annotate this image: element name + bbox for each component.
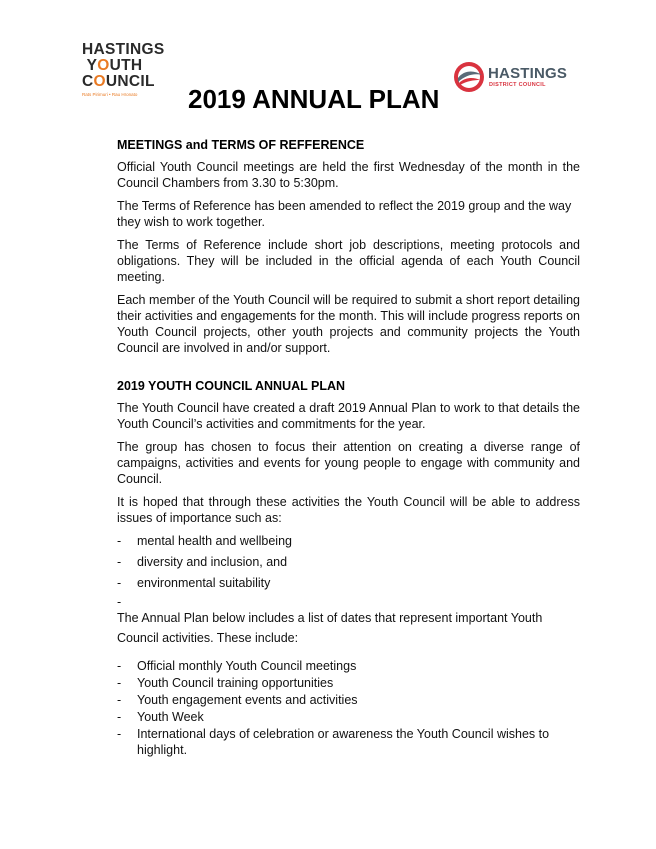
paragraph: The Terms of Reference has been amended to reflect the 2019 group and the way they wish to work together. <box>117 199 572 229</box>
stray-dash: - <box>117 595 122 609</box>
section-heading-meetings: MEETINGS and TERMS OF REFFERENCE <box>117 138 365 152</box>
issues-list <box>117 533 580 591</box>
document-title: 2019 ANNUAL PLAN <box>188 84 440 114</box>
logo-tagline: Rats Pirimuri • Rau Hronato <box>82 92 138 97</box>
paragraph: Official Youth Council meetings are held the first Wednesday of the month in the Council Chambers from 3.30 to 5:30pm. <box>117 160 580 190</box>
hastings-district-council-logo <box>452 60 582 94</box>
paragraph: The Youth Council have created a draft 2019 Annual Plan to work to that details the Youth Council’s activities and commitments for the year. <box>117 401 580 431</box>
list-item: - Youth engagement events and activities <box>117 692 580 708</box>
hastings-emblem-icon <box>452 60 486 94</box>
logo-line-3: COUNCIL <box>82 73 155 90</box>
list-item: - Youth Week <box>117 709 580 725</box>
list-item: - Youth Council training opportunities <box>117 675 580 691</box>
list-item: - environmental suitability <box>117 575 580 591</box>
document-body <box>117 138 580 759</box>
logo-line-1: HASTINGS <box>82 41 165 58</box>
section-heading-annual-plan: 2019 YOUTH COUNCIL ANNUAL PLAN <box>117 379 346 393</box>
list-item: - diversity and inclusion, and <box>117 554 580 570</box>
hdc-name: HASTINGS <box>488 65 568 82</box>
list-item: - Official monthly Youth Council meetings <box>117 658 580 674</box>
paragraph: Each member of the Youth Council will be required to submit a short report detailing their activities and engagements for the month. This will include progress reports on Youth Council projects, other youth projects and community projects the Youth Council are involved in and/or support. <box>117 293 580 355</box>
paragraph: The Terms of Reference include short job descriptions, meeting protocols and obligations. They will be included in the official agenda of each Youth Council meeting. <box>117 238 580 284</box>
list-item: - International days of celebration or awareness the Youth Council wishes to highlight. <box>117 726 580 758</box>
hastings-youth-council-logo <box>82 41 165 97</box>
hdc-subtitle: DISTRICT COUNCIL <box>489 82 546 88</box>
paragraph: The group has chosen to focus their attention on creating a diverse range of campaigns, activities and events for young people to engage with community and Council. <box>117 440 580 486</box>
list-item: - mental health and wellbeing <box>117 533 580 549</box>
paragraph: It is hoped that through these activities the Youth Council will be able to address issues of importance such as: <box>117 495 580 525</box>
logo-line-2: YOUTH <box>86 57 143 74</box>
paragraph: The Annual Plan below includes a list of dates that represent important Youth Council activities. These include: <box>117 611 543 645</box>
activities-list <box>117 658 580 758</box>
